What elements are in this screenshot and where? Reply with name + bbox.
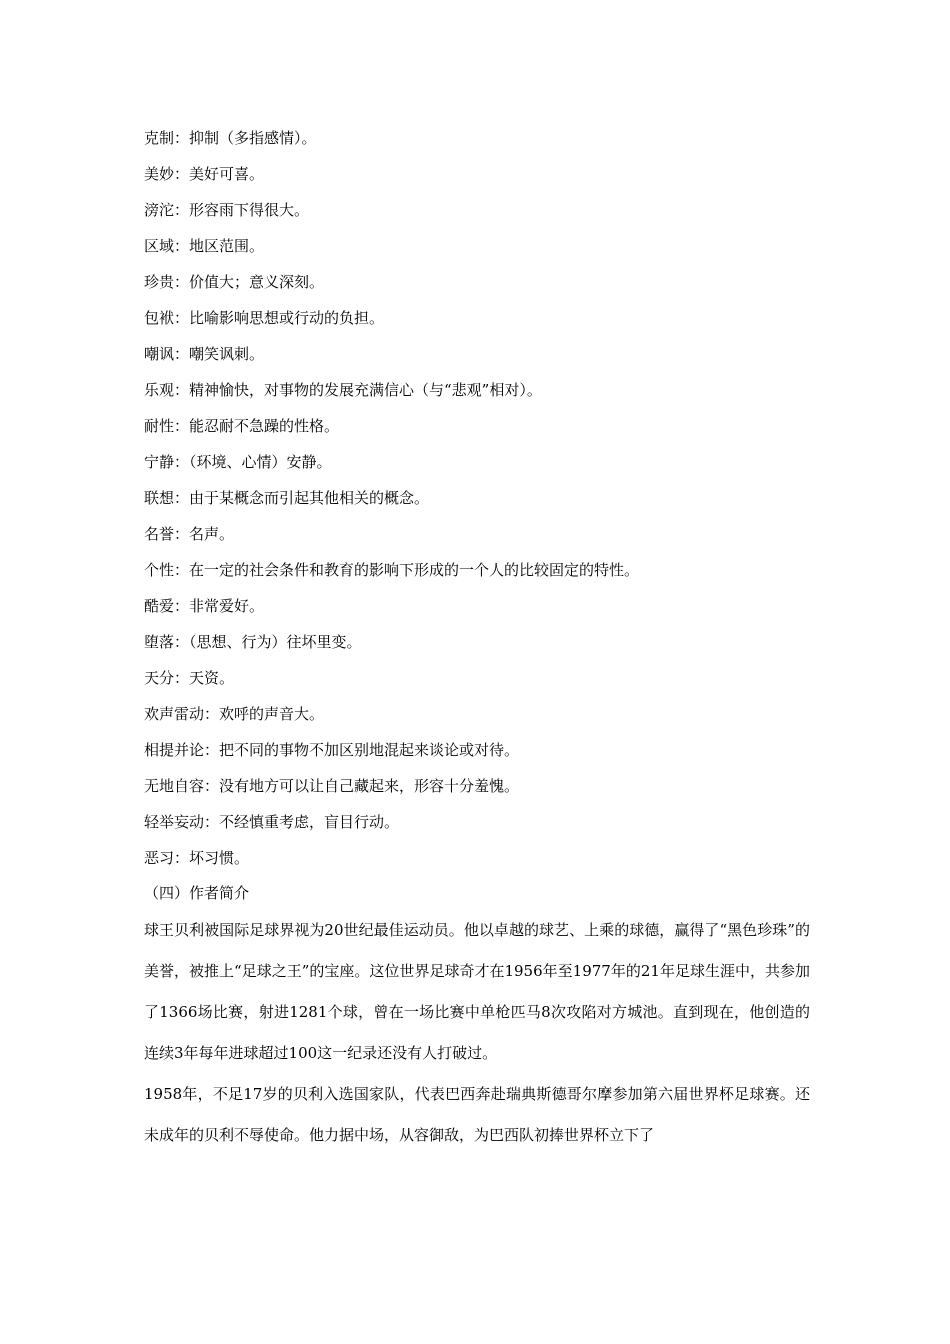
definition-item: 酷爱：非常爱好。 xyxy=(144,597,265,615)
definition-item: 滂沱：形容雨下得很大。 xyxy=(144,201,310,219)
definition-item: 克制：抑制（多指感情）。 xyxy=(144,129,317,147)
section-heading: （四）作者简介 xyxy=(144,884,250,902)
definition-list xyxy=(144,120,810,876)
definition-item: 珍贵：价值大；意义深刻。 xyxy=(144,273,325,291)
document-content xyxy=(144,120,810,1156)
definition-item: 乐观：精神愉快，对事物的发展充满信心（与“悲观”相对）。 xyxy=(144,381,542,399)
definition-item: 名誉：名声。 xyxy=(144,525,235,543)
definition-item: 无地自容：没有地方可以让自己藏起来，形容十分羞愧。 xyxy=(144,777,520,795)
definition-item: 相提并论：把不同的事物不加区别地混起来谈论或对待。 xyxy=(144,741,520,759)
definition-item: 堕落：（思想、行为）往坏里变。 xyxy=(144,633,362,651)
definition-item: 欢声雷动：欢呼的声音大。 xyxy=(144,705,325,723)
body-paragraph: 球王贝利被国际足球界视为20世纪最佳运动员。他以卓越的球艺、上乘的球德，赢得了“黑色珍珠”的美誉，被推上“足球之王”的宝座。这位世界足球奇才在1956年至1977年的21年足球生涯中，共参加了1366场比赛，射进1281个球，曾在一场比赛中单枪匹马8次攻陷对方城池。直到现在，他创造的连续3年每年进球超过100这一纪录还没有人打破过。 xyxy=(144,921,810,1062)
definition-item: 恶习：坏习惯。 xyxy=(144,849,250,867)
definition-item: 区域：地区范围。 xyxy=(144,237,265,255)
body-paragraph: 1958年，不足17岁的贝利入选国家队，代表巴西奔赴瑞典斯德哥尔摩参加第六届世界杯足球赛。还未成年的贝利不辱使命。他力据中场，从容御敌，为巴西队初捧世界杯立下了 xyxy=(144,1085,810,1144)
definition-item: 包袱：比喻影响思想或行动的负担。 xyxy=(144,309,385,327)
definition-item: 宁静：（环境、心情）安静。 xyxy=(144,453,332,471)
definition-item: 轻举妄动：不经慎重考虑，盲目行动。 xyxy=(144,813,400,831)
definition-item: 嘲讽：嘲笑讽刺。 xyxy=(144,345,265,363)
definition-item: 天分：天资。 xyxy=(144,669,235,687)
definition-item: 联想：由于某概念而引起其他相关的概念。 xyxy=(144,489,430,507)
definition-item: 耐性：能忍耐不急躁的性格。 xyxy=(144,417,340,435)
definition-item: 美妙：美好可喜。 xyxy=(144,165,265,183)
definition-item: 个性：在一定的社会条件和教育的影响下形成的一个人的比较固定的特性。 xyxy=(144,561,640,579)
